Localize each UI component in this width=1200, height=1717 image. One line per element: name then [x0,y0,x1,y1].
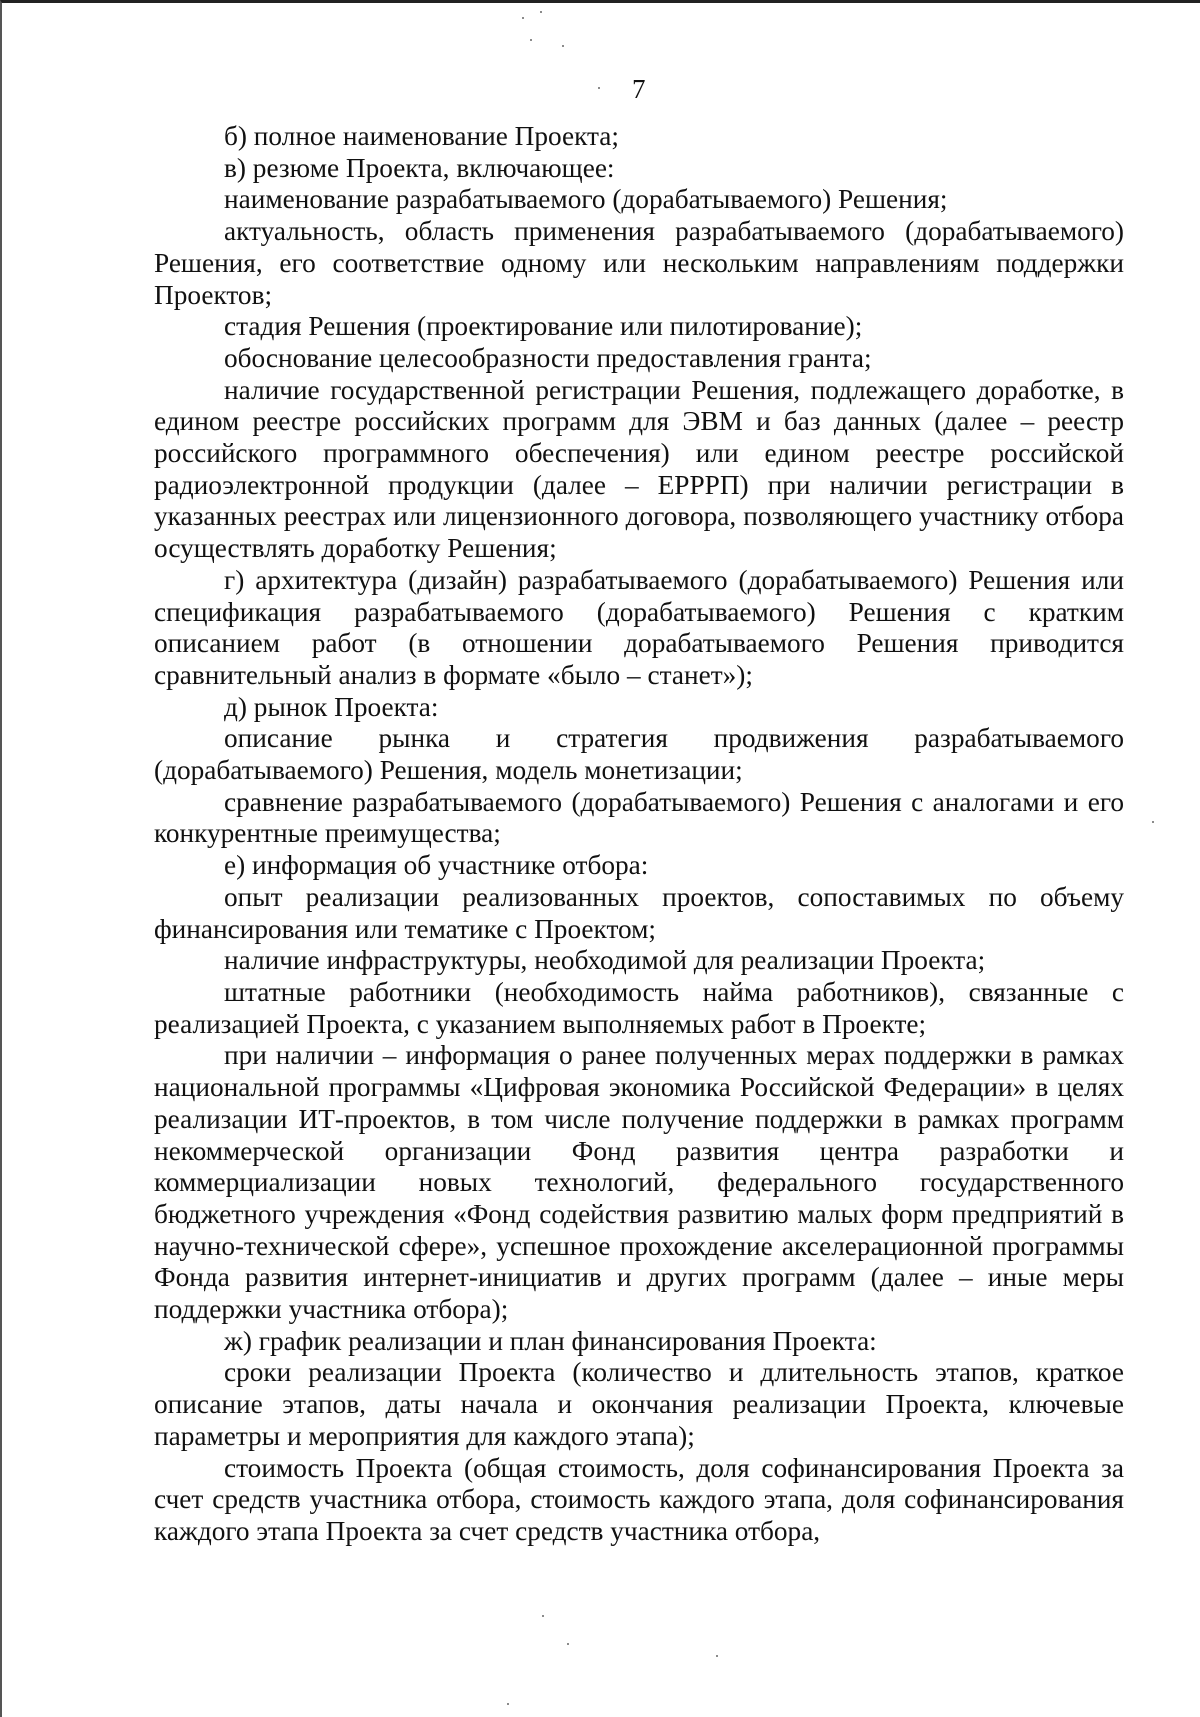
paragraph: стадия Решения (проектирование или пилотирование); [224,311,863,342]
paragraph: при наличии – информация о ранее полученных мерах поддержки в рамках национальной программы «Цифровая экономика Российской Федерации» в целях реализации ИТ-проектов, в том числе получение поддержки в рамках программ некоммерческой организации Фонд развития центра разработки и коммерциализации новых технологий, федерального государственного бюджетного учреждения «Фонд содействия развитию малых форм предприятий в научно-технической сфере», успешное прохождение акселерационной программы Фонда развития интернет-инициатив и других программ (далее – иные меры поддержки участника отбора); [154,1040,1124,1325]
paragraph: штатные работники (необходимость найма работников), связанные с реализацией Проекта, с указанием выполняемых работ в Проекте; [154,976,1124,1039]
paragraph: ж) график реализации и план финансирования Проекта: [224,1325,877,1356]
scan-speck [507,1703,509,1705]
paragraph: наличие государственной регистрации Решения, подлежащего доработке, в едином реестре российских программ для ЭВМ и баз данных (далее – реестр российского программного обеспечения) или едином реестре российской радиоэлектронной продукции (далее – ЕРРРП) при наличии регистрации в указанных реестрах или лицензионного договора, позволяющего участнику отбора осуществлять доработку Решения; [154,374,1124,564]
scan-speck [522,17,524,19]
paragraph: г) архитектура (дизайн) разрабатываемого (дорабатываемого) Решения или спецификация разрабатываемого (дорабатываемого) Решения с кратким описанием работ (в отношении дорабатываемого Решения приводится сравнительный анализ в формате «было – станет»); [154,564,1124,690]
paragraph: е) информация об участнике отбора: [224,850,649,881]
scan-speck [598,87,600,89]
paragraph: в) резюме Проекта, включающее: [224,152,615,183]
scan-speck [562,45,564,47]
paragraph: обоснование целесообразности предоставления гранта; [224,342,872,373]
paragraph: описание рынка и стратегия продвижения разрабатываемого (дорабатываемого) Решения, модель монетизации; [154,723,1124,786]
scan-speck [530,39,532,41]
paragraph: сроки реализации Проекта (количество и длительность этапов, краткое описание этапов, даты начала и окончания реализации Проекта, ключевые параметры и мероприятия для каждого этапа); [154,1357,1124,1451]
paragraph: опыт реализации реализованных проектов, сопоставимых по объему финансирования или тематике с Проектом; [154,881,1124,944]
scan-speck [540,11,542,13]
paragraph: стоимость Проекта (общая стоимость, доля софинансирования Проекта за счет средств участника отбора, стоимость каждого этапа, доля софинансирования каждого этапа Проекта за счет средств участника отбора, [154,1452,1124,1546]
paragraph: б) полное наименование Проекта; [224,121,619,151]
scan-speck [716,1655,718,1657]
paragraph: сравнение разрабатываемого (дорабатываемого) Решения с аналогами и его конкурентные преимущества; [154,786,1124,849]
scan-speck [542,1615,544,1617]
scan-speck [1152,821,1154,823]
paragraph: д) рынок Проекта: [224,691,439,722]
document-body [154,121,1124,1548]
paragraph: наименование разрабатываемого (дорабатываемого) Решения; [224,184,948,215]
scan-speck [567,1643,569,1645]
paragraph: наличие инфраструктуры, необходимой для реализации Проекта; [224,945,986,976]
page-number: 7 [632,74,646,104]
paragraph: актуальность, область применения разрабатываемого (дорабатываемого) Решения, его соответствие одному или нескольким направлениям поддержки Проектов; [154,216,1124,310]
